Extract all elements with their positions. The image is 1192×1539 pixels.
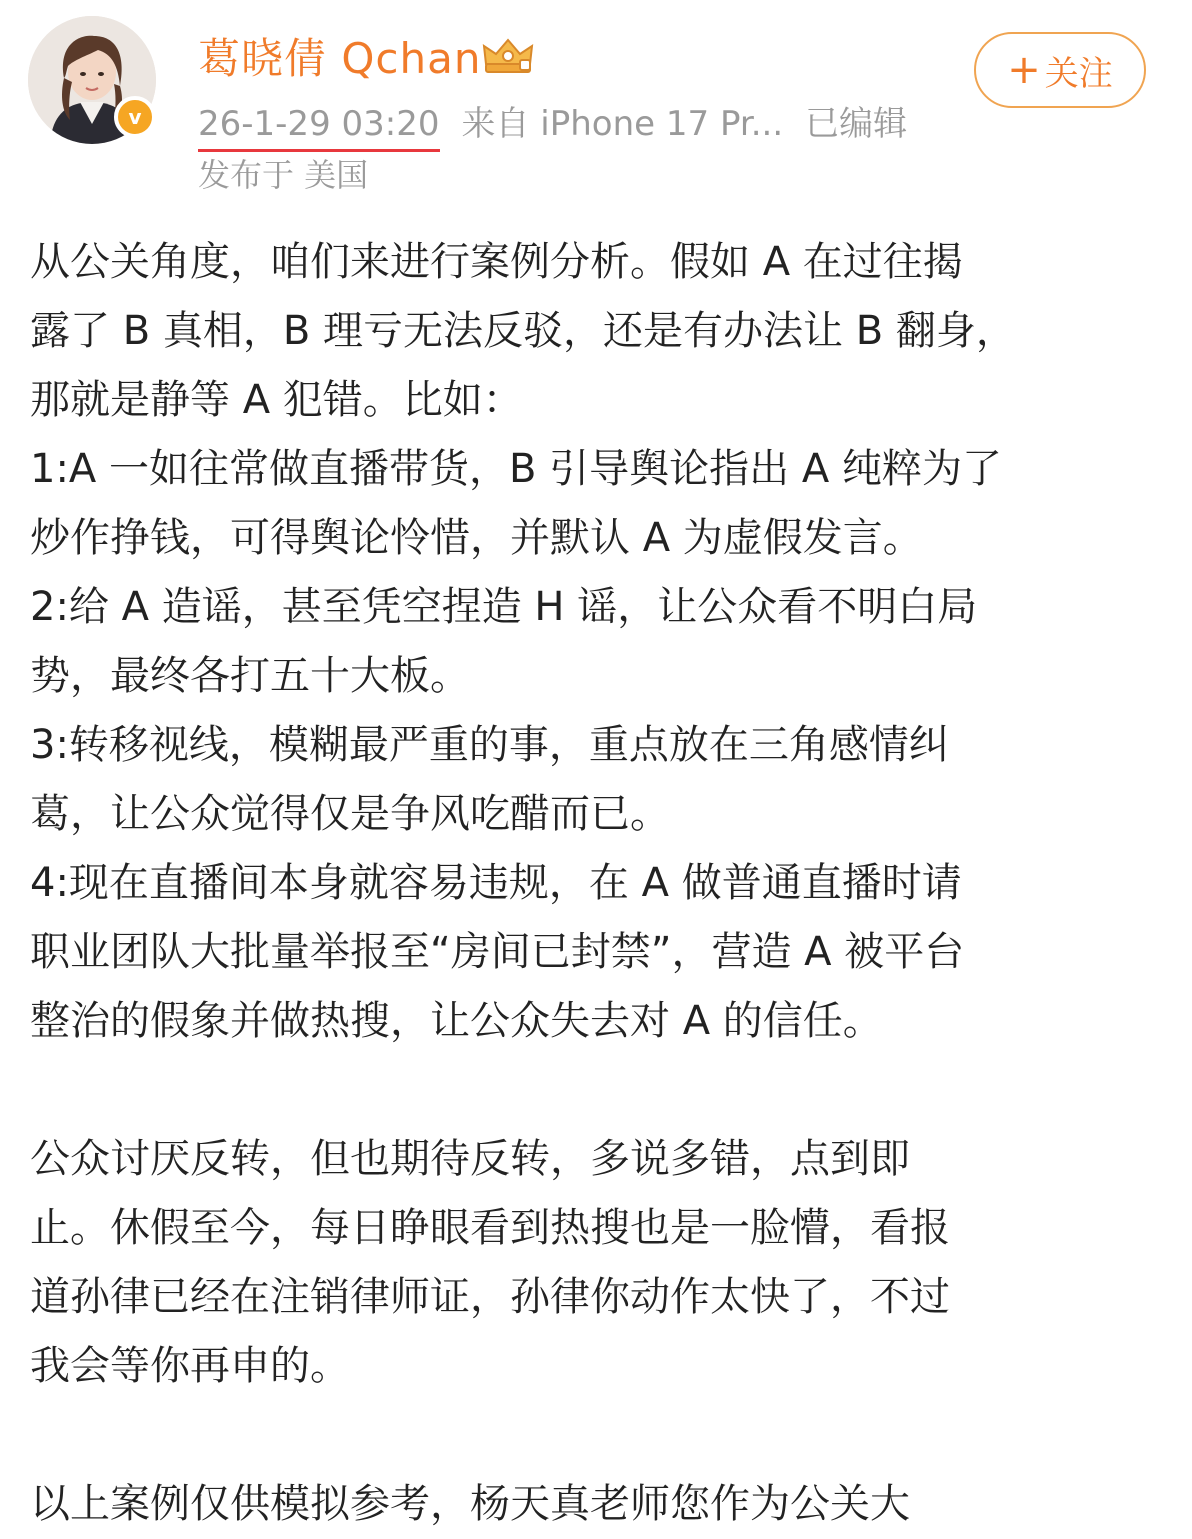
post-line: 职业团队大批量举报至“房间已封禁”，营造 A 被平台	[30, 929, 965, 975]
post-header	[0, 0, 1192, 200]
post-meta	[198, 96, 907, 145]
post-line: 露了 B 真相，B 理亏无法反驳，还是有办法让 B 翻身，	[30, 308, 1016, 354]
crown-icon[interactable]	[480, 34, 536, 78]
post-line: 那就是静等 A 犯错。比如：	[30, 377, 523, 423]
post-time: 26-1-29 03:20	[198, 104, 440, 144]
post-line: 以上案例仅供模拟参考，杨天真老师您作为公关大	[30, 1481, 910, 1527]
post-paragraph-3	[30, 1470, 1170, 1539]
avatar[interactable]	[28, 16, 156, 144]
post-line: 1:A 一如往常做直播带货，B 引导舆论指出 A 纯粹为了	[30, 446, 1002, 492]
post-line: 我会等你再申的。	[30, 1343, 350, 1389]
post-location: 发布于 美国	[198, 156, 369, 194]
post-line: 炒作挣钱，可得舆论怜惜，并默认 A 为虚假发言。	[30, 515, 923, 561]
post-line: 葛，让公众觉得仅是争风吃醋而已。	[30, 791, 670, 837]
plus-icon: +	[1007, 47, 1041, 93]
verified-badge-icon: v	[114, 96, 156, 138]
edited-label[interactable]: 已编辑	[805, 104, 908, 144]
post-source: 来自 iPhone 17 Pr...	[461, 104, 784, 144]
post-line: 道孙律已经在注销律师证，孙律你动作太快了，不过	[30, 1274, 950, 1320]
post-paragraph-1	[30, 228, 1170, 1056]
post-line: 整治的假象并做热搜，让公众失去对 A 的信任。	[30, 998, 883, 1044]
post-line: 公众讨厌反转，但也期待反转，多说多错，点到即	[30, 1136, 910, 1182]
post-line: 2:给 A 造谣，甚至凭空捏造 H 谣，让公众看不明白局	[30, 584, 978, 630]
post-line: 止。休假至今，每日睁眼看到热搜也是一脸懵，看报	[30, 1205, 950, 1251]
post-line: 从公关角度，咱们来进行案例分析。假如 A 在过往揭	[30, 239, 963, 285]
post-line: 势，最终各打五十大板。	[30, 653, 470, 699]
follow-button[interactable]	[974, 32, 1146, 108]
post-body	[30, 228, 1170, 1539]
post-line: 4:现在直播间本身就容易违规，在 A 做普通直播时请	[30, 860, 962, 906]
follow-button-label: 关注	[1044, 53, 1113, 94]
post-paragraph-2	[30, 1125, 1170, 1401]
user-name[interactable]: 葛晓倩 Qchan	[198, 34, 482, 83]
post-line: 3:转移视线，模糊最严重的事，重点放在三角感情纠	[30, 722, 949, 768]
